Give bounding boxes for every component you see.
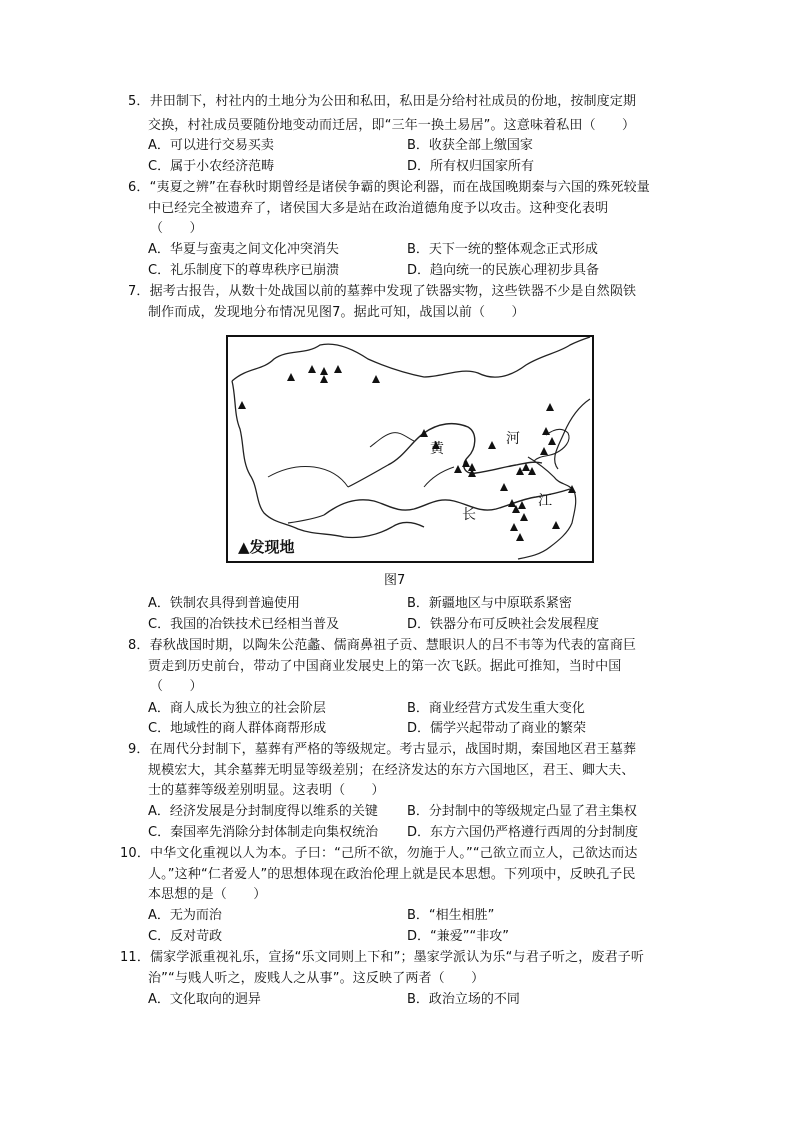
question-10-option-c[interactable]: C．反对苛政: [148, 929, 223, 944]
inner-river-line: [424, 467, 454, 487]
question-6-line-1: 6．“夷夏之辨”在春秋时期曾经是诸侯争霸的舆论利器，而在战国晚期秦与六国的殊死较量: [128, 180, 650, 195]
question-6-option-b[interactable]: B．天下一统的整体观念正式形成: [407, 242, 598, 257]
find-site-marker: [308, 365, 316, 373]
find-site-marker: [238, 401, 246, 409]
question-9-option-b[interactable]: B．分封制中的等级规定凸显了君主集权: [407, 804, 637, 819]
find-site-marker: [488, 441, 496, 449]
question-8-option-c[interactable]: C．地域性的商人群体商帮形成: [148, 721, 327, 736]
northern-border-line: [232, 337, 590, 381]
question-8-option-a[interactable]: A．商人成长为独立的社会阶层: [148, 701, 326, 716]
question-8-option-d[interactable]: D．儒学兴起带动了商业的繁荣: [407, 721, 587, 736]
question-11-line-1: 11．儒家学派重视礼乐，宣扬“乐文同则上下和”；墨家学派认为乐“与君子听之，废君子听: [120, 950, 645, 965]
find-site-marker: [516, 533, 524, 541]
find-site-marker: [420, 429, 428, 437]
yangtze-river: [324, 489, 570, 515]
question-9-option-d[interactable]: D．东方六国仍严格遵行西周的分封制度: [407, 825, 639, 840]
western-divider-line: [268, 466, 348, 487]
find-site-marker: [372, 375, 380, 383]
map-legend: ▲发现地: [238, 538, 295, 556]
question-11-option-b[interactable]: B．政治立场的不同: [407, 992, 520, 1007]
question-5-option-c[interactable]: C．属于小农经济范畴: [148, 159, 275, 174]
northeast-border-line: [555, 399, 590, 469]
question-11-option-a[interactable]: A．文化取向的迥异: [148, 992, 261, 1007]
find-site-marker: [552, 521, 560, 529]
question-10-option-d[interactable]: D．“兼爱”“非攻”: [407, 929, 509, 944]
question-9-line-3: 士的墓葬等级差别明显。这表明（ ）: [148, 783, 385, 798]
question-10-line-3: 本思想的是（ ）: [148, 887, 267, 902]
question-7-option-c[interactable]: C．我国的冶铁技术已经相当普及: [148, 617, 340, 632]
question-6-option-d[interactable]: D．趋向统一的民族心理初步具备: [407, 263, 600, 278]
find-site-marker: [542, 427, 550, 435]
find-site-marker: [320, 375, 328, 383]
question-10-option-a[interactable]: A．无为而治: [148, 908, 222, 923]
river-label-huang: 黄: [430, 441, 444, 457]
river-label-chang: 长: [462, 507, 476, 523]
question-5-option-a[interactable]: A．可以进行交易买卖: [148, 138, 274, 153]
question-8-line-2: 贾走到历史前台，带动了中国商业发展史上的第一次飞跃。据此可推知，当时中国: [148, 659, 622, 674]
find-site-marker: [520, 513, 528, 521]
question-5-option-d[interactable]: D．所有权归国家所有: [407, 159, 535, 174]
find-site-marker: [510, 523, 518, 531]
river-label-he: 河: [506, 431, 520, 447]
question-5-option-b[interactable]: B．收获全部上缴国家: [407, 138, 533, 153]
question-6-option-c[interactable]: C．礼乐制度下的尊卑秩序已崩溃: [148, 263, 340, 278]
find-site-marker: [454, 465, 462, 473]
find-site-marker: [540, 447, 548, 455]
find-site-marker: [320, 367, 328, 375]
question-6-line-3: （ ）: [150, 221, 203, 236]
question-9-line-2: 规模宏大，其余墓葬无明显等级差别；在经济发达的东方六国地区，君王、卿大夫、: [148, 763, 635, 778]
question-7-line-2: 制作而成，发现地分布情况见图7。据此可知，战国以前（ ）: [148, 305, 525, 320]
question-6-line-2: 中已经完全被遗弃了，诸侯国大多是站在政治道德角度予以攻击。这种变化表明: [148, 201, 609, 216]
figure-7-map: [226, 335, 594, 563]
question-8-line-3: （ ）: [150, 679, 203, 694]
question-9-option-a[interactable]: A．经济发展是分封制度得以维系的关键: [148, 804, 378, 819]
question-7-option-d[interactable]: D．铁器分布可反映社会发展程度: [407, 617, 600, 632]
question-10-line-2: 人。”这种“仁者爱人”的思想体现在政治伦理上就是民本思想。下列项中，反映孔子民: [148, 867, 636, 882]
map-svg: [228, 337, 592, 561]
question-10-option-b[interactable]: B．“相生相胜”: [407, 908, 495, 923]
find-site-markers: [238, 365, 576, 541]
question-10-line-1: 10．中华文化重视以人为本。子曰：“己所不欲，勿施于人。”“己欲立而立人，己欲达而达: [120, 846, 638, 861]
question-11-line-2: 治”“与贱人听之，废贱人之从事”。这反映了两者（ ）: [148, 971, 485, 986]
river-label-jiang: 江: [538, 493, 552, 509]
find-site-marker: [518, 501, 526, 509]
question-7-option-b[interactable]: B．新疆地区与中原联系紧密: [407, 596, 572, 611]
question-5-line-2: 交换，村社成员要随份地变动而迁居，即“三年一换土易居”。这意味着私田（ ）: [148, 118, 636, 133]
find-site-marker: [546, 403, 554, 411]
find-site-marker: [334, 365, 342, 373]
question-6-option-a[interactable]: A．华夏与蛮夷之间文化冲突消失: [148, 242, 339, 257]
question-7-line-1: 7．据考古报告，从数十处战国以前的墓葬中发现了铁器实物，这些铁器不少是自然陨铁: [128, 284, 637, 299]
inner-region-line: [370, 433, 414, 447]
question-8-line-1: 8．春秋战国时期，以陶朱公范蠡、儒商鼻祖子贡、慧眼识人的吕不韦等为代表的富商巨: [128, 638, 637, 653]
find-site-marker: [500, 483, 508, 491]
question-5-line-1: 5．井田制下，村社内的土地分为公田和私田，私田是分给村社成员的份地，按制度定期: [128, 94, 637, 109]
question-8-option-b[interactable]: B．商业经营方式发生重大变化: [407, 701, 585, 716]
figure-7-caption: 图7: [384, 573, 406, 588]
find-site-marker: [462, 459, 470, 467]
find-site-marker: [548, 437, 556, 445]
question-7-option-a[interactable]: A．铁制农具得到普遍使用: [148, 596, 300, 611]
yangtze-river-upper: [288, 515, 324, 523]
find-site-marker: [287, 373, 295, 381]
yellow-river-upper: [348, 465, 388, 487]
question-9-line-1: 9．在周代分封制下，墓葬有严格的等级规定。考古显示，战国时期，秦国地区君王墓葬: [128, 742, 637, 757]
western-border-line: [232, 381, 424, 538]
question-9-option-c[interactable]: C．秦国率先消除分封体制走向集权统治: [148, 825, 379, 840]
